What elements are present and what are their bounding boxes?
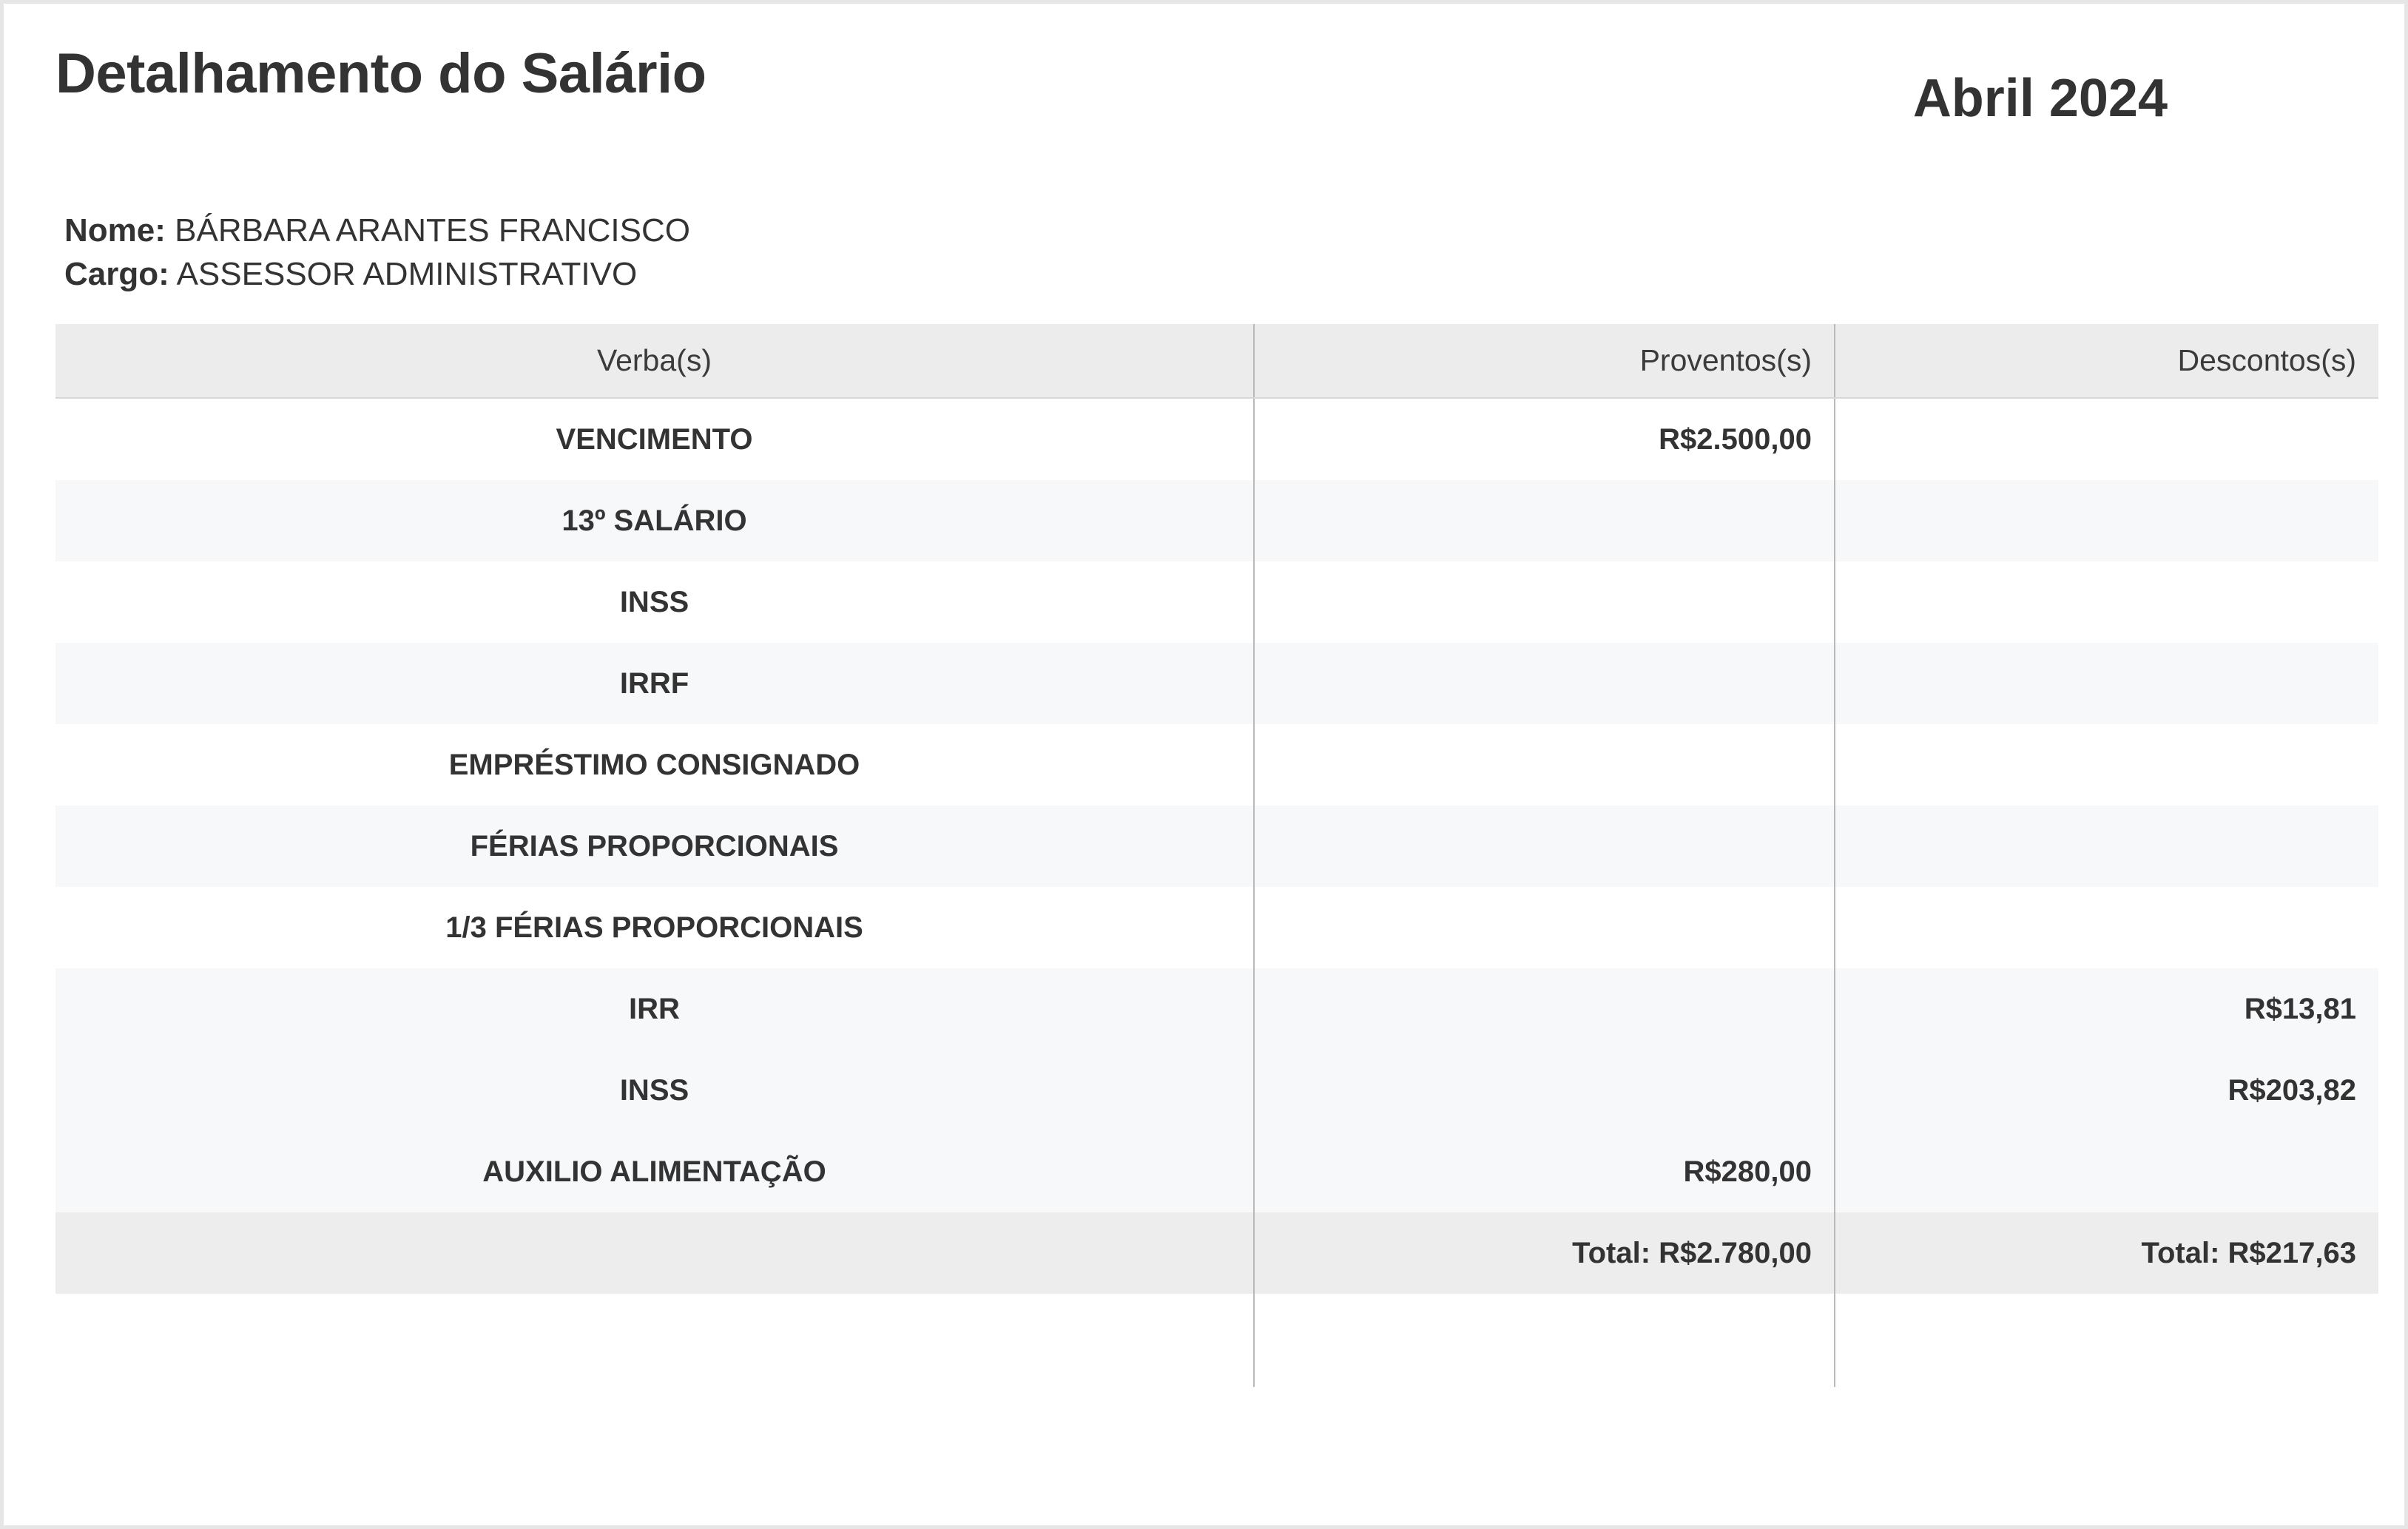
cell-descontos [1835,643,2378,724]
cell-proventos [1254,643,1835,724]
cell-filler-verba [55,1294,1254,1387]
document-header [55,44,2353,127]
cell-descontos: R$203,82 [1835,1050,2378,1131]
cell-descontos [1835,724,2378,806]
table-filler-row [55,1294,2378,1387]
table-row [55,398,2378,480]
period-label: Abril 2024 [1912,69,2168,128]
table-row [55,724,2378,806]
cell-descontos [1835,561,2378,643]
cell-proventos: R$280,00 [1254,1131,1835,1212]
cell-verba: AUXILIO ALIMENTAÇÃO [55,1131,1254,1212]
cell-proventos [1254,968,1835,1050]
salary-table [55,324,2378,1387]
cell-verba: 1/3 FÉRIAS PROPORCIONAIS [55,887,1254,968]
table-row [55,1050,2378,1131]
cell-proventos [1254,806,1835,887]
cell-verba: VENCIMENTO [55,398,1254,480]
column-header-descontos: Descontos(s) [1835,324,2378,398]
page-title: Detalhamento do Salário [55,42,706,105]
employee-role-line [64,252,2353,296]
cell-proventos [1254,887,1835,968]
table-row [55,806,2378,887]
table-row [55,561,2378,643]
cell-descontos [1835,1131,2378,1212]
column-header-proventos: Proventos(s) [1254,324,1835,398]
table-row [55,887,2378,968]
cell-total-proventos: Total: R$2.780,00 [1254,1212,1835,1294]
cell-proventos [1254,480,1835,561]
page-content [4,4,2404,1387]
cell-verba: EMPRÉSTIMO CONSIGNADO [55,724,1254,806]
cell-verba: FÉRIAS PROPORCIONAIS [55,806,1254,887]
employee-role-label: Cargo: [64,255,169,292]
cell-filler-descontos [1835,1294,2378,1387]
employee-name-value: BÁRBARA ARANTES FRANCISCO [175,212,690,249]
cell-total-descontos: Total: R$217,63 [1835,1212,2378,1294]
employee-info [64,209,2353,297]
cell-verba: 13º SALÁRIO [55,480,1254,561]
cell-proventos [1254,561,1835,643]
table-row [55,480,2378,561]
salary-table-container [55,324,2356,1387]
table-row [55,1131,2378,1212]
cell-verba: INSS [55,561,1254,643]
column-header-verba: Verba(s) [55,324,1254,398]
cell-descontos [1835,887,2378,968]
cell-proventos [1254,1050,1835,1131]
cell-total-verba [55,1212,1254,1294]
employee-name-label: Nome: [64,212,166,249]
table-header-row [55,324,2378,398]
cell-verba: INSS [55,1050,1254,1131]
cell-descontos [1835,398,2378,480]
salary-table-body [55,398,2378,1387]
table-row [55,643,2378,724]
table-row [55,968,2378,1050]
cell-verba: IRRF [55,643,1254,724]
cell-filler-proventos [1254,1294,1835,1387]
cell-descontos: R$13,81 [1835,968,2378,1050]
employee-role-value: ASSESSOR ADMINISTRATIVO [176,255,638,292]
cell-descontos [1835,806,2378,887]
table-totals-row [55,1212,2378,1294]
salary-table-head [55,324,2378,398]
cell-descontos [1835,480,2378,561]
cell-proventos: R$2.500,00 [1254,398,1835,480]
cell-proventos [1254,724,1835,806]
cell-verba: IRR [55,968,1254,1050]
employee-name-line [64,209,2353,252]
